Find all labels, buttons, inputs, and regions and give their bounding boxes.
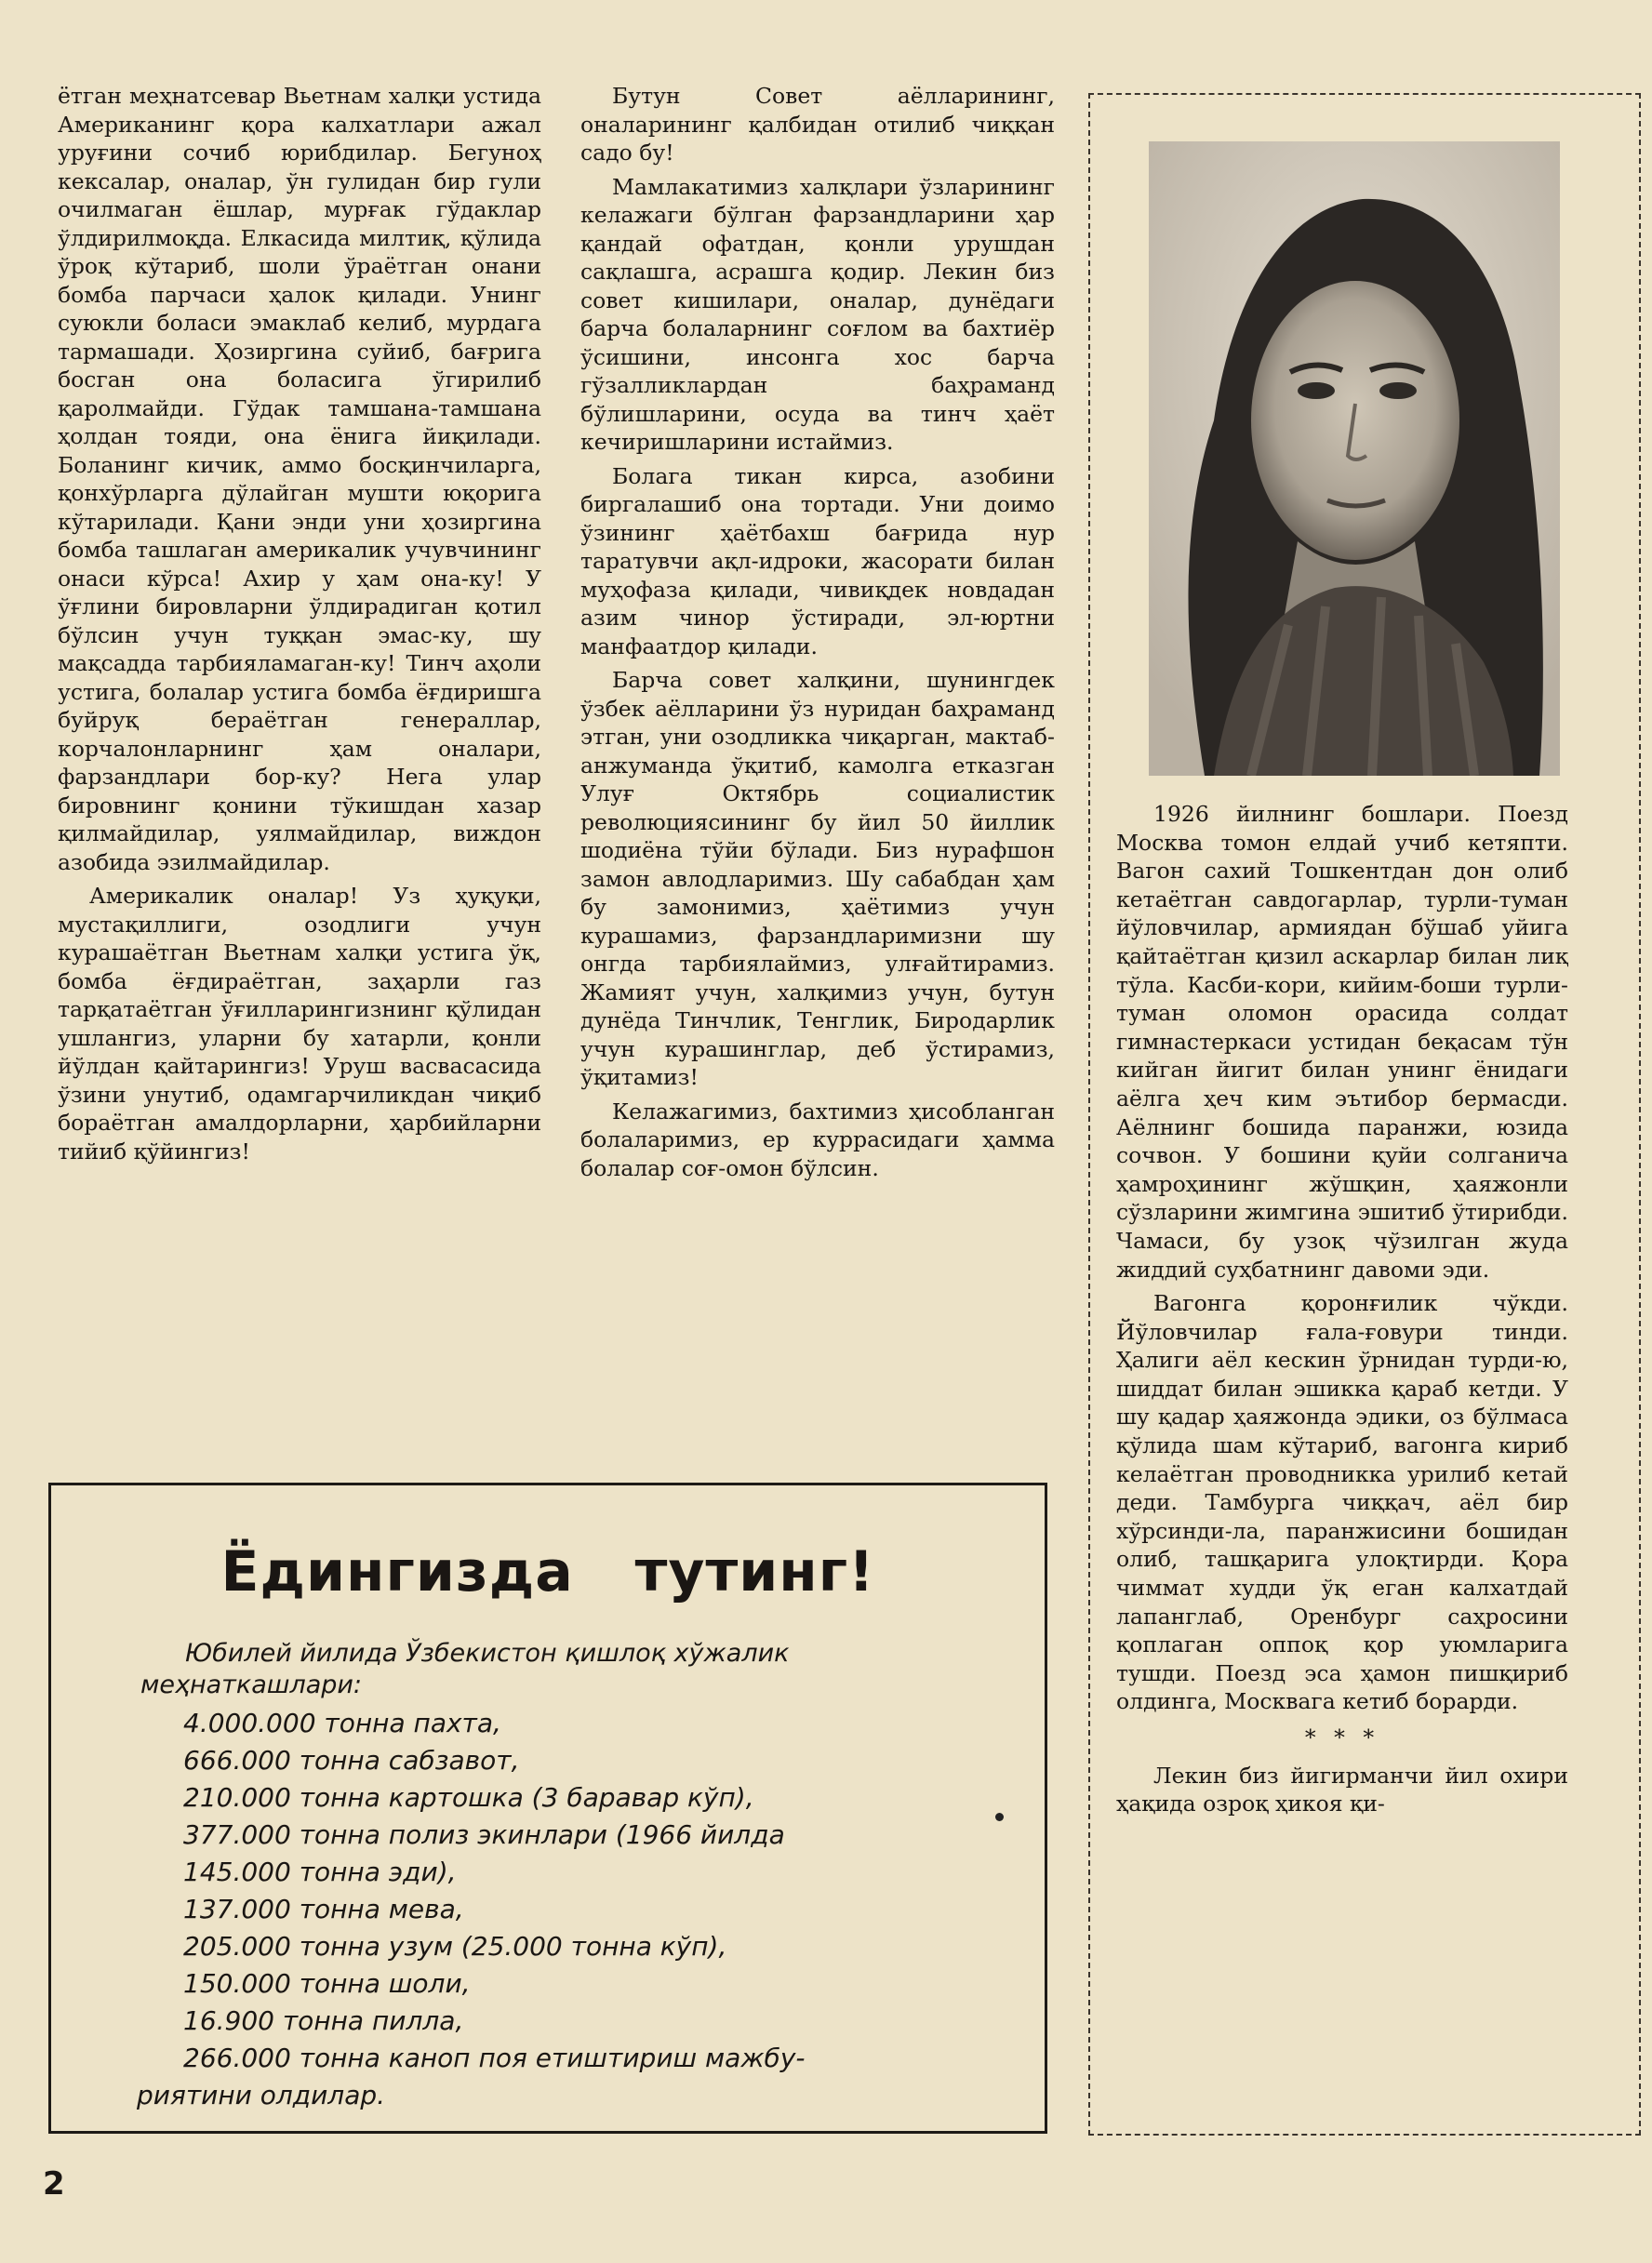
article-column-right	[1116, 800, 1568, 2121]
list-item: 150.000 тонна шоли,	[183, 1968, 471, 1999]
box-title: Ёдингизда тутинг!	[220, 1539, 875, 1604]
paragraph: Келажагимиз, бахтимиз ҳисобланган болаларимиз, ер куррасидаги ҳамма болалар соғ-омон бўлсин.	[580, 1098, 1055, 1181]
paragraph: Болага тикан кирса, азобини биргалашиб она тортади. Уни доимо ўзининг ҳаётбахш бағрида нур таратувчи ақл-идроки, жасорати билан муҳофаза қилади, чивиқдек новдадан азим чинор ўстиради, эл-юртни манфаатдор қилади.	[580, 462, 1055, 659]
box-intro: Юбилей йилида Ўзбекистон қишлоқ хўжалик меҳнаткашлари:	[140, 1639, 790, 1699]
paragraph: 1926 йилнинг бошлари. Поезд Москва томон елдай учиб кетяпти. Вагон сахий Тошкентдан дон олиб кетаётган савдогарлар, турли-туман йўловчилар, армиядан бўшаб уйига қайтаётган қизил аскарлар билан лиқ тўла. Касби-кори, кийим-боши турли-туман оломон орасида солдат гимнастеркаси устидан беқасам тўн кийган йигит билан унинг ёнидаги аёлга ҳеч ким эътибор бермасди. Аёлнинг бошида паранжи, юзида сочвон. У бошини қуйи солганича ҳамроҳининг жўшқин, ҳаяжонли сўзларини жимгина эшитиб ўтирибди. Чамаси, бу узоқ чўзилган жуда жиддий суҳбатнинг давоми эди.	[1116, 801, 1568, 1283]
list-item: 377.000 тонна полиз экинлари (1966 йилда	[183, 1819, 785, 1850]
list-item: 205.000 тонна узум (25.000 тонна кўп),	[183, 1931, 727, 1962]
paragraph: ётган меҳнатсевар Вьетнам халқи устида Американинг қора калхатлари ажал уруғини сочиб юрибдилар. Бегуноҳ кексалар, оналар, ўн гулидан бир гули очилмаган ёшлар, мурғак гўдаклар ўлдирилмоқда. Елкасида милтиқ, қўлида ўроқ кўтариб, шоли ўраётган онани бомба парчаси ҳалок қилади. Унинг суюкли боласи эмаклаб келиб, мурдага тармашади. Ҳозиргина суйиб, бағрига босган она боласига ўгирилиб қаролмайди. Гўдак тамшана-тамшана ҳолдан тояди, она ёнига йиқилади. Боланинг кичик, аммо босқинчиларга, қонхўрларга дўлайган мушти юқорига кўтарилади. Қани энди уни ҳозиргина бомба ташлаган америкалик учувчининг онаси кўрса! Ахир у ҳам она-ку! У ўғлини бировларни ўлдирадиган қотил бўлсин учун туққан эмас-ку, шу мақсадда тарбияламаган-ку! Тинч аҳоли устига, болалар устига бомба ёғдиришга буйруқ бераётган генераллар, корчалонларнинг ҳам оналари, фарзандлари бор-ку? Нега улар бировнинг қонини тўкишдан хазар қилмайдилар, уялмайдилар, виждон азобида эзилмайдилар.	[58, 83, 541, 875]
paragraph: Лекин биз йигирманчи йил охири ҳақида озроқ ҳикоя қи-	[1116, 1762, 1568, 1817]
paragraph: Вагонга қоронғилик чўкди. Йўловчилар ғала-ғовури тинди. Ҳалиги аёл кескин ўрнидан турди-ю, шиддат билан эшикка қараб кетди. У шу қадар ҳаяжонда эдики, оз бўлмаса қўлида шам кўтариб, вагонга кириб келаётган проводникка урилиб кетай деди. Тамбурга чиққач, аёл бир хўрсинди-ла, паранжисини бошидан олиб, ташқарига улоқтирди. Қора чиммат худди ўқ еган калхатдай лапанглаб, Оренбург саҳросини қоплаган оппоқ қор уюмларига тушди. Поезд эса ҳамон пишқириб олдинга, Москвага кетиб борарди.	[1116, 1290, 1568, 1715]
list-item: 16.900 тонна пилла,	[183, 2005, 464, 2036]
list-item: 210.000 тонна картошка (3 баравар кўп),	[183, 1782, 754, 1813]
list-item: 666.000 тонна сабзавот,	[183, 1745, 520, 1776]
list-item: 145.000 тонна эди),	[183, 1857, 457, 1887]
paragraph: Барча совет халқини, шунингдек ўзбек аёлларини ўз нуридан баҳраманд этган, уни озодликка чиқарган, мактаб-анжуманда ўқитиб, камолга етказган Улуғ Октябрь социалистик революциясининг бу йил 50 йиллик шодиёна тўйи бўлади. Биз нурафшон замон авлодларимиз. Шу сабабдан ҳам бу замонимиз, ҳаётимиз учун курашамиз, фарзандларимизни шу онгда тарбиялаймиз, улғайтирамиз. Жамият учун, халқимиз учун, бутун дунёда Тинчлик, Тенглик, Биродарлик учун курашинглар, деб ўстирамиз, ўқитамиз!	[580, 667, 1055, 1090]
list-item: 137.000 тонна мева,	[183, 1894, 464, 1924]
article-column-middle	[580, 82, 1055, 1431]
list-item: 4.000.000 тонна пахта,	[183, 1708, 501, 1738]
print-speck	[995, 1813, 1004, 1821]
portrait-illustration	[1149, 141, 1560, 776]
article-column-left	[58, 82, 541, 1431]
remember-box	[48, 1483, 1047, 2134]
page-number: 2	[43, 2165, 65, 2203]
list-item: 266.000 тонна каноп поя етиштириш мажбу-	[183, 2043, 806, 2073]
paragraph: Бутун Совет аёлларининг, оналарининг қалбидан отилиб чиққан садо бу!	[580, 83, 1055, 166]
paragraph: Мамлакатимиз халқлари ўзларининг келажаги бўлган фарзандларини ҳар қандай офатдан, қонли урушдан сақлашга, асрашга қодир. Лекин биз совет кишилари, оналар, дунёдаги барча болаларнинг соғлом ва бахтиёр ўсишини, инсонга хос барча гўзалликлардан баҳраманд бўлишларини, осуда ва тинч ҳаёт кечиришларини истаймиз.	[580, 173, 1055, 455]
portrait-photo	[1149, 141, 1560, 776]
box-list	[137, 1705, 1020, 2114]
section-separator: * * *	[1304, 1724, 1380, 1750]
list-item: риятини олдилар.	[137, 2080, 386, 2110]
paragraph: Америкалик оналар! Уз ҳуқуқи, мустақиллиги, озодлиги учун курашаётган Вьетнам халқи устига ўқ, бомба ёғдираётган, заҳарли газ тарқатаётган ўғилларингизнинг қўлидан ушлангиз, уларни бу хатарли, қонли йўлдан қайтарингиз! Уруш васвасасида ўзини унутиб, одамгарчиликдан чиқиб бораётган амалдорларни, ҳарбийларни тийиб қўйингиз!	[58, 883, 541, 1165]
